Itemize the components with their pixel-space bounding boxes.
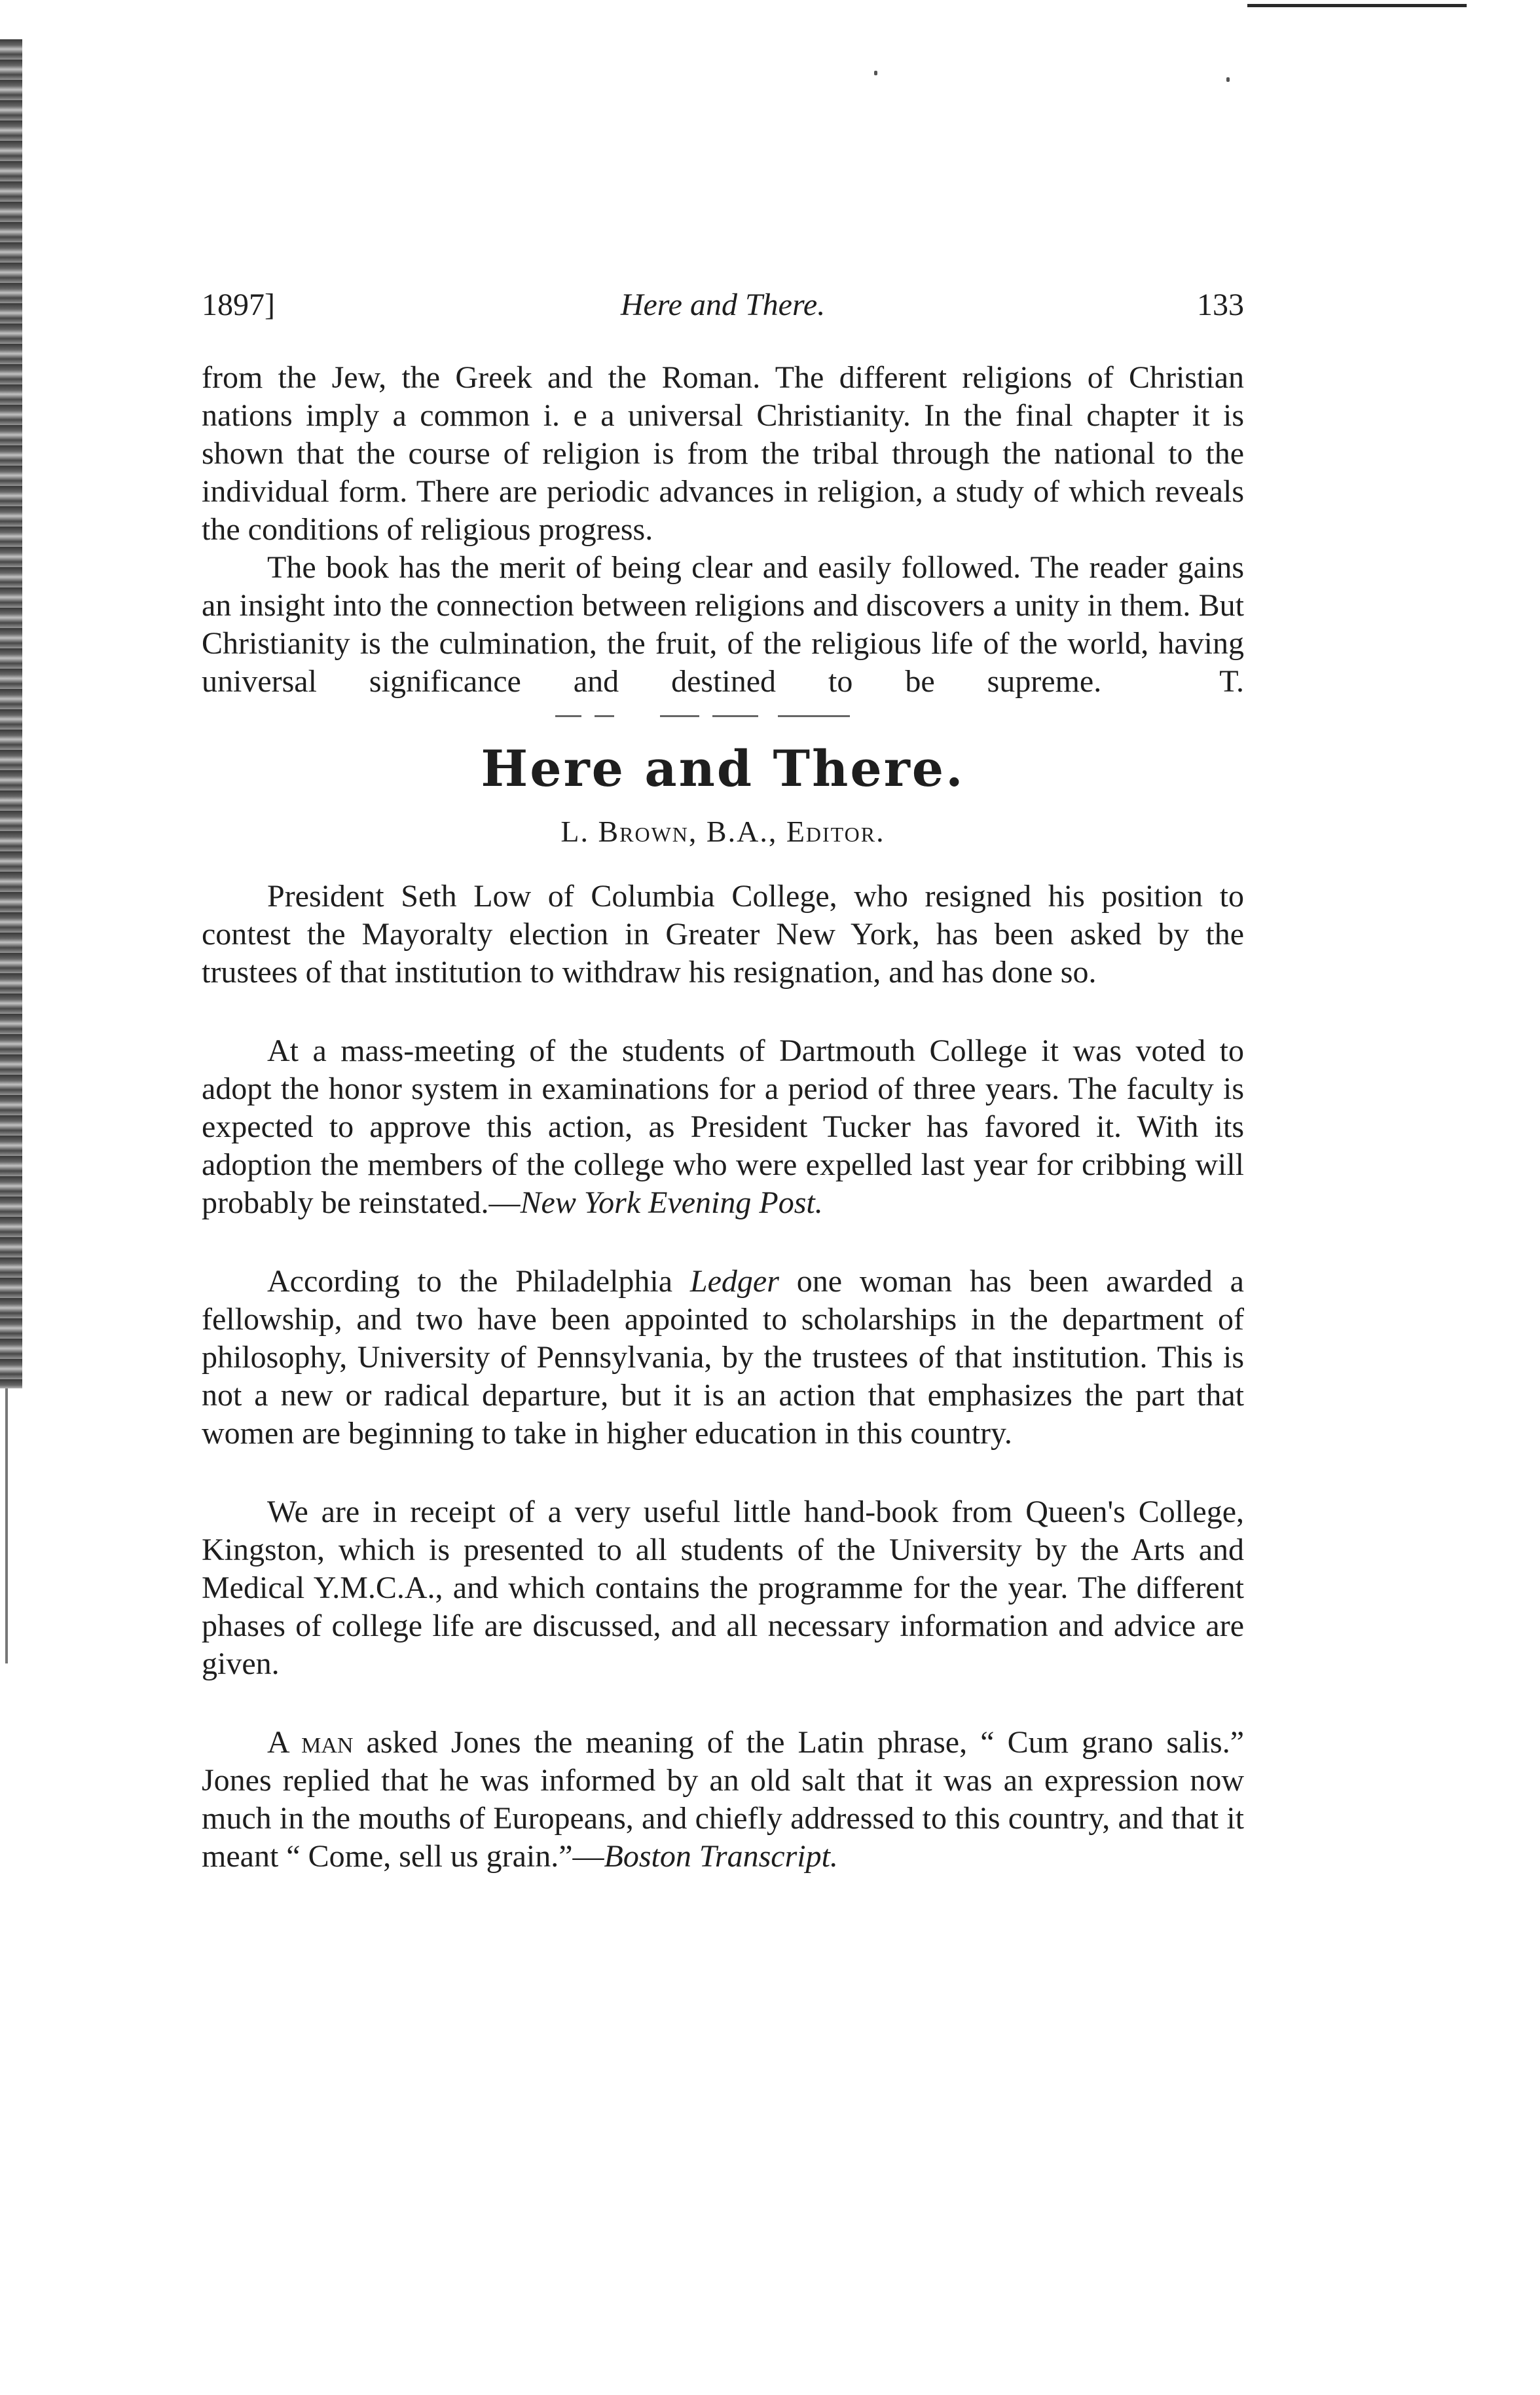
review-paragraph: from the Jew, the Greek and the Roman. The different religions of Christian nations imply a common i. e a universal Christianity. In the final chapter it is shown that the course of religion is from the tribal through the national to the individual form. There are periodic advances in religion, a study of which reveals the conditions of religious progress.	[202, 360, 1244, 547]
news-item-text: asked Jones the meaning of the Latin phrase, “ Cum grano salis.” Jones replied that he was informed by an old salt that it was an expression now much in the mouths of Europeans, and chiefly addressed to this country, and that it meant “ Come, sell us grain.”—	[202, 1725, 1245, 1874]
ink-speck	[1226, 77, 1230, 82]
news-item	[202, 1032, 1244, 1222]
news-item: President Seth Low of Columbia College, who resigned his position to contest the Mayoralty election in Greater New York, has been asked by the trustees of that institution to withdraw his resignation, and has done so.	[202, 879, 1244, 990]
running-title: Here and There.	[620, 288, 826, 322]
section-divider	[202, 710, 1244, 722]
review-paragraph-text: The book has the merit of being clear and easily followed. The reader gains an insight into the connection between religions and discovers a unity in them. But Christianity is the culmination, the fruit, of the religious life of the world, having universal significance and destined to be supreme.	[202, 550, 1244, 699]
news-item-source: New York Evening Post.	[520, 1185, 823, 1220]
news-item-emphasis: Ledger	[689, 1264, 779, 1299]
news-item: We are in receipt of a very useful little hand-book from Queen's College, Kingston, which is presented to all students of the University by the Arts and Medical Y.M.C.A., and which contains the programme for the year. The different phases of college life are discussed, and all necessary information and advice are given.	[202, 1495, 1244, 1681]
review-signature: T.	[1219, 664, 1244, 699]
binding-edge-thin	[5, 1388, 8, 1663]
header-year: 1897]	[202, 288, 275, 322]
top-rule	[1247, 4, 1467, 7]
news-item-text: one woman has been awarded a fellowship, and two have been appointed to scholarships in the department of philosophy, University of Pennsylvania, by the trustees of that institution. This is not a new or radical departure, but it is an action that emphasizes the part that women are beginning to take in higher education in this country.	[202, 1264, 1244, 1451]
news-item-text: At a mass-meeting of the students of Dartmouth College it was voted to adopt the honor system in examinations for a period of three years. The faculty is expected to approve this action, as President Tucker has favored it. With its adoption the members of the college who were expelled last year for cribbing will probably be reinstated.—	[202, 1033, 1244, 1220]
editor-line: L. Brown, B.A., Editor.	[560, 815, 885, 848]
binding-edge	[0, 39, 22, 1388]
text-column	[202, 359, 1244, 1876]
news-item	[202, 1724, 1244, 1876]
ink-speck	[874, 71, 877, 75]
page-number: 133	[1197, 288, 1244, 322]
review-paragraph	[202, 549, 1244, 701]
news-item	[202, 1263, 1244, 1453]
news-item-lead: A man	[267, 1725, 354, 1760]
running-header	[202, 287, 1244, 333]
news-item-source: Boston Transcript.	[604, 1839, 838, 1874]
news-item-text: According to the Philadelphia	[267, 1264, 690, 1299]
section-heading: Here and There.	[481, 739, 965, 798]
